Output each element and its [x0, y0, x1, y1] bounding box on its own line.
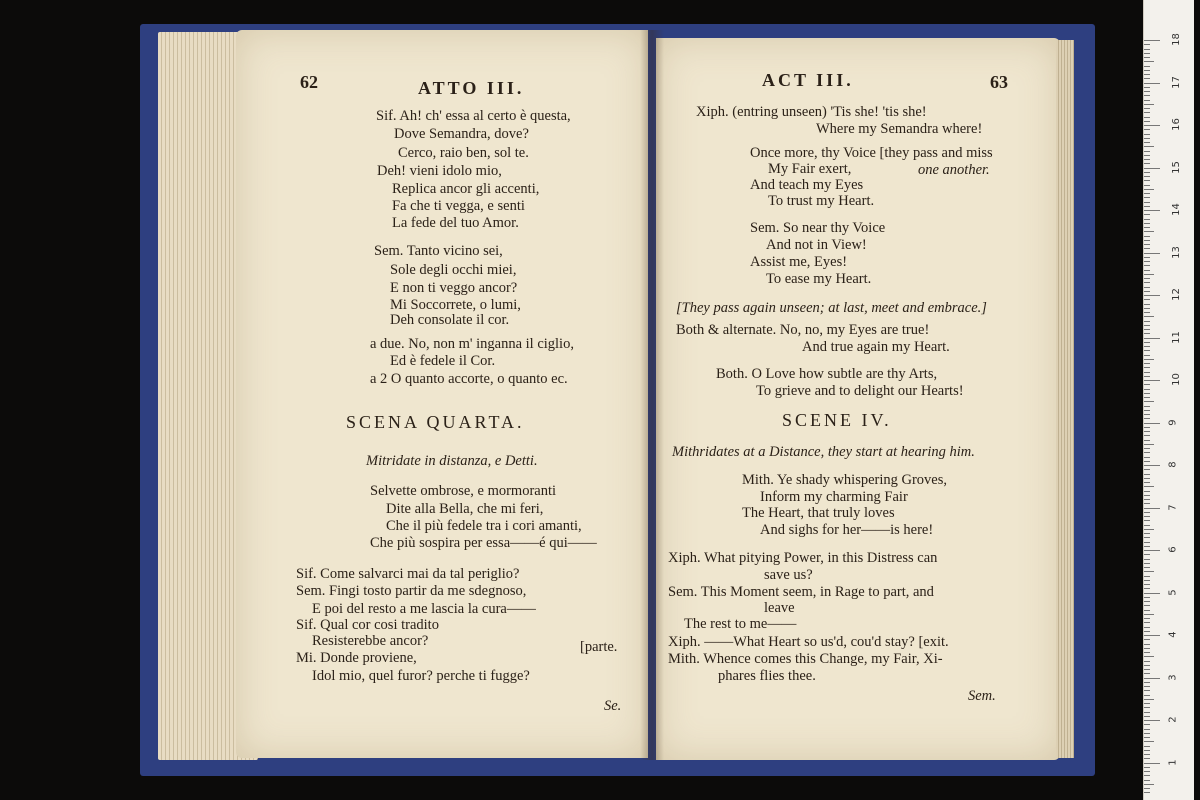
- text-line: Both. O Love how subtle are thy Arts,: [716, 366, 938, 382]
- stage-direction: [parte.: [580, 639, 618, 655]
- ruler-tick: [1144, 542, 1150, 543]
- ruler-tick: [1144, 117, 1150, 118]
- ruler-tick: [1144, 669, 1150, 670]
- ruler-tick: [1144, 265, 1150, 266]
- text-line: Sem. Fingi tosto partir da me sdegnoso,: [296, 583, 527, 599]
- text-line: Resisterebbe ancor?: [312, 633, 429, 649]
- ruler-tick: [1144, 635, 1160, 636]
- ruler-tick: [1144, 376, 1150, 377]
- ruler-tick: [1144, 771, 1150, 772]
- text-line: Sem. So near thy Voice: [750, 220, 886, 236]
- ruler-tick: [1144, 703, 1150, 704]
- ruler-label: 15: [1170, 160, 1182, 174]
- ruler-tick: [1144, 737, 1150, 738]
- text-line: leave: [764, 600, 795, 616]
- ruler-label: 8: [1167, 461, 1179, 468]
- ruler-tick: [1144, 189, 1154, 190]
- ruler-tick: [1144, 125, 1160, 126]
- text-line: Replica ancor gli accenti,: [392, 181, 540, 197]
- ruler-tick: [1144, 95, 1150, 96]
- text-line: Sem. This Moment seem, in Rage to part, and: [668, 584, 934, 600]
- stage-direction: [They pass again unseen; at last, meet and embrace.]: [676, 300, 987, 316]
- ruler-tick: [1144, 729, 1150, 730]
- text-line: Deh! vieni idolo mio,: [377, 163, 502, 179]
- text-line: Che più sospira per essa——é qui——: [370, 535, 597, 551]
- text-line: Idol mio, quel furor? perche ti fugge?: [312, 668, 530, 684]
- ruler-label: 12: [1170, 288, 1182, 301]
- catchword: Sem.: [968, 688, 996, 704]
- scene-heading: SCENE IV.: [782, 410, 892, 430]
- ruler-tick: [1144, 491, 1150, 492]
- ruler-tick: [1144, 282, 1150, 283]
- text-line: Mith. Ye shady whispering Groves,: [742, 472, 948, 488]
- ruler-tick: [1144, 656, 1154, 657]
- ruler-tick: [1144, 210, 1160, 211]
- text-line: Sif. Come salvarci mai da tal periglio?: [296, 566, 520, 582]
- ruler-tick: [1144, 499, 1150, 500]
- ruler-label: 18: [1170, 33, 1182, 46]
- text-line: The Heart, that truly loves: [742, 505, 895, 521]
- ruler-tick: [1144, 461, 1150, 462]
- ruler-tick: [1144, 418, 1150, 419]
- ruler-tick: [1144, 440, 1150, 441]
- text-line: To trust my Heart.: [768, 193, 875, 209]
- ruler-tick: [1144, 384, 1150, 385]
- text-line: Deh consolate il cor.: [390, 312, 510, 328]
- text-line: Sif. Ah! ch' essa al certo è questa,: [376, 108, 571, 124]
- ruler-tick: [1144, 338, 1160, 339]
- ruler-tick: [1144, 618, 1150, 619]
- ruler-tick: [1144, 665, 1150, 666]
- text-line: And teach my Eyes: [750, 177, 864, 193]
- ruler-tick: [1144, 690, 1150, 691]
- ruler-tick: [1144, 70, 1150, 71]
- ruler-label: 9: [1167, 418, 1179, 426]
- ruler-tick: [1144, 163, 1150, 164]
- right-page-header: ACT III.: [762, 70, 854, 90]
- text-line: Xiph. ——What Heart so us'd, cou'd stay? [exit.: [668, 634, 949, 650]
- catchword: Se.: [604, 698, 622, 714]
- ruler-tick: [1144, 750, 1150, 751]
- ruler-tick: [1144, 533, 1150, 534]
- ruler-tick: [1144, 83, 1160, 84]
- ruler-tick: [1144, 486, 1154, 487]
- ruler-tick: [1144, 457, 1150, 458]
- ruler-label: 13: [1170, 245, 1182, 259]
- ruler-tick: [1144, 788, 1150, 789]
- ruler-tick: [1144, 66, 1150, 67]
- ruler-tick: [1144, 367, 1150, 368]
- ruler-tick: [1144, 427, 1150, 428]
- text-line: My Fair exert,: [768, 161, 852, 177]
- ruler-tick: [1144, 529, 1154, 530]
- ruler-tick: [1144, 707, 1150, 708]
- ruler-tick: [1144, 159, 1150, 160]
- ruler-tick: [1144, 746, 1150, 747]
- text-line: a due. No, non m' inganna il ciglio,: [370, 336, 574, 352]
- ruler-tick: [1144, 325, 1150, 326]
- text-line: Mi. Donde proviene,: [296, 650, 417, 666]
- ruler-tick: [1144, 503, 1150, 504]
- ruler-tick: [1144, 321, 1150, 322]
- ruler-tick: [1144, 754, 1150, 755]
- ruler-tick: [1144, 682, 1150, 683]
- ruler-tick: [1144, 652, 1150, 653]
- ruler-tick: [1144, 176, 1150, 177]
- ruler-tick: [1144, 100, 1150, 101]
- text-line: Che il più fedele tra i cori amanti,: [386, 518, 582, 534]
- text-line: Once more, thy Voice [they pass and miss: [750, 145, 993, 161]
- right-page-number: 63: [990, 72, 1008, 92]
- ruler-tick: [1144, 661, 1150, 662]
- ruler-label: 6: [1167, 546, 1179, 553]
- ruler-tick: [1144, 465, 1160, 466]
- text-line: Fa che ti vegga, e senti: [392, 198, 525, 214]
- text-line: phares flies thee.: [718, 668, 816, 684]
- ruler-tick: [1144, 563, 1150, 564]
- ruler-tick: [1144, 316, 1154, 317]
- ruler-tick: [1144, 763, 1160, 764]
- ruler-tick: [1144, 584, 1150, 585]
- text-line: save us?: [764, 567, 813, 583]
- ruler-tick: [1144, 610, 1150, 611]
- text-line: And sighs for her——is here!: [760, 522, 934, 538]
- ruler-tick: [1144, 57, 1150, 58]
- ruler-tick: [1144, 244, 1150, 245]
- text-line: a 2 O quanto accorte, o quanto ec.: [370, 371, 568, 387]
- stage-direction: one another.: [918, 162, 990, 178]
- ruler-tick: [1144, 219, 1150, 220]
- text-line: Xiph. (entring unseen) 'Tis she! 'tis she!: [696, 104, 927, 120]
- ruler-tick: [1144, 299, 1150, 300]
- ruler-tick: [1144, 142, 1150, 143]
- scene-heading: SCENA QUARTA.: [346, 412, 525, 432]
- ruler-tick: [1144, 767, 1150, 768]
- ruler-tick: [1144, 627, 1150, 628]
- ruler-tick: [1144, 312, 1150, 313]
- text-line: Inform my charming Fair: [760, 489, 908, 505]
- ruler-tick: [1144, 49, 1150, 50]
- ruler-tick: [1144, 775, 1150, 776]
- ruler-tick: [1144, 355, 1150, 356]
- ruler-tick: [1144, 597, 1150, 598]
- ruler-tick: [1144, 580, 1150, 581]
- ruler-tick: [1144, 720, 1160, 721]
- text-line: Dite alla Bella, che mi feri,: [386, 501, 544, 517]
- ruler-tick: [1144, 631, 1150, 632]
- ruler-tick: [1144, 121, 1150, 122]
- ruler-tick: [1144, 741, 1154, 742]
- ruler-tick: [1144, 792, 1150, 793]
- ruler-tick: [1144, 53, 1150, 54]
- ruler-tick: [1144, 151, 1150, 152]
- ruler-tick: [1144, 172, 1150, 173]
- ruler-tick: [1144, 516, 1150, 517]
- ruler-tick: [1144, 444, 1154, 445]
- ruler-tick: [1144, 146, 1154, 147]
- ruler-label: 10: [1170, 373, 1182, 386]
- ruler-tick: [1144, 193, 1150, 194]
- ruler-tick: [1144, 261, 1150, 262]
- ruler-tick: [1144, 304, 1150, 305]
- ruler-label: 3: [1167, 673, 1179, 681]
- text-line: And not in View!: [766, 237, 867, 253]
- ruler-tick: [1144, 469, 1150, 470]
- ruler-tick: [1144, 257, 1150, 258]
- ruler-tick: [1144, 342, 1150, 343]
- ruler-tick: [1144, 197, 1150, 198]
- book-gutter: [640, 30, 664, 760]
- ruler-tick: [1144, 274, 1154, 275]
- ruler-tick: [1144, 648, 1150, 649]
- ruler-tick: [1144, 329, 1150, 330]
- ruler-tick: [1144, 482, 1150, 483]
- ruler-tick: [1144, 571, 1154, 572]
- ruler-tick: [1144, 333, 1150, 334]
- ruler-label: 2: [1167, 716, 1179, 723]
- ruler-tick: [1144, 784, 1154, 785]
- ruler-tick: [1144, 435, 1150, 436]
- ruler-tick: [1144, 431, 1150, 432]
- text-line: Ed è fedele il Cor.: [390, 353, 496, 369]
- ruler-tick: [1144, 129, 1150, 130]
- ruler-tick: [1144, 699, 1154, 700]
- ruler-tick: [1144, 605, 1150, 606]
- ruler-tick: [1144, 308, 1150, 309]
- ruler-tick: [1144, 346, 1150, 347]
- ruler-tick: [1144, 695, 1150, 696]
- ruler-tick: [1144, 733, 1150, 734]
- ruler-tick: [1144, 291, 1150, 292]
- text-line: To grieve and to delight our Hearts!: [756, 383, 964, 399]
- left-page-number: 62: [300, 72, 318, 92]
- text-line: Xiph. What pitying Power, in this Distress can: [668, 550, 938, 566]
- ruler-label: 14: [1170, 203, 1182, 216]
- ruler-tick: [1144, 155, 1150, 156]
- ruler-tick: [1144, 134, 1150, 135]
- text-line: Sole degli occhi miei,: [390, 262, 517, 278]
- ruler-tick: [1144, 758, 1150, 759]
- ruler-tick: [1144, 673, 1150, 674]
- ruler-tick: [1144, 231, 1154, 232]
- ruler-tick: [1144, 712, 1150, 713]
- ruler-tick: [1144, 780, 1150, 781]
- ruler-tick: [1144, 414, 1150, 415]
- ruler-tick: [1144, 495, 1150, 496]
- ruler-tick: [1144, 537, 1150, 538]
- ruler-tick: [1144, 525, 1150, 526]
- ruler-tick: [1144, 270, 1150, 271]
- ruler-tick: [1144, 550, 1160, 551]
- ruler-tick: [1144, 410, 1150, 411]
- stage-direction: Mithridates at a Distance, they start at hearing him.: [672, 444, 975, 460]
- text-line: Cerco, raio ben, sol te.: [398, 145, 529, 161]
- ruler-tick: [1144, 567, 1150, 568]
- text-line: Mi Soccorrete, o lumi,: [390, 297, 521, 313]
- ruler-tick: [1144, 74, 1150, 75]
- ruler-tick: [1144, 363, 1150, 364]
- ruler-tick: [1144, 78, 1150, 79]
- ruler-tick: [1144, 601, 1150, 602]
- text-line: The rest to me——: [684, 616, 797, 632]
- left-page-header: ATTO III.: [418, 78, 525, 98]
- ruler-tick: [1144, 180, 1150, 181]
- ruler-tick: [1144, 202, 1150, 203]
- ruler-tick: [1144, 40, 1160, 41]
- ruler-tick: [1144, 508, 1160, 509]
- ruler-tick: [1144, 108, 1150, 109]
- ruler-label: 1: [1167, 758, 1179, 766]
- ruler-tick: [1144, 397, 1150, 398]
- ruler-tick: [1144, 380, 1160, 381]
- stage-direction: Mitridate in distanza, e Detti.: [366, 453, 538, 469]
- text-line: Assist me, Eyes!: [750, 254, 848, 270]
- ruler-tick: [1144, 248, 1150, 249]
- ruler-tick: [1144, 227, 1150, 228]
- ruler-tick: [1144, 214, 1150, 215]
- ruler-label: 17: [1170, 75, 1182, 89]
- text-line: E non ti veggo ancor?: [390, 280, 518, 296]
- ruler-tick: [1144, 423, 1160, 424]
- text-line: Dove Semandra, dove?: [394, 126, 529, 142]
- ruler-tick: [1144, 644, 1150, 645]
- ruler-tick: [1144, 448, 1150, 449]
- ruler-tick: [1144, 185, 1150, 186]
- ruler-tick: [1144, 223, 1150, 224]
- ruler-tick: [1144, 278, 1150, 279]
- ruler-tick: [1144, 546, 1150, 547]
- ruler-tick: [1144, 104, 1154, 105]
- text-line: Sif. Qual cor cosi tradito: [296, 617, 439, 633]
- ruler-tick: [1144, 678, 1160, 679]
- ruler-tick: [1144, 206, 1150, 207]
- ruler-tick: [1144, 240, 1150, 241]
- ruler-tick: [1144, 622, 1150, 623]
- ruler-label: 16: [1170, 118, 1182, 131]
- ruler-tick: [1144, 520, 1150, 521]
- ruler-tick: [1144, 44, 1150, 45]
- text-line: Mith. Whence comes this Change, my Fair, Xi-: [668, 651, 943, 667]
- ruler-tick: [1144, 287, 1150, 288]
- ruler-tick: [1144, 253, 1160, 254]
- ruler-tick: [1144, 478, 1150, 479]
- ruler-tick: [1144, 401, 1154, 402]
- ruler-tick: [1144, 593, 1160, 594]
- ruler-tick: [1144, 406, 1150, 407]
- ruler-tick: [1144, 554, 1150, 555]
- ruler-tick: [1144, 559, 1150, 560]
- ruler-tick: [1144, 295, 1160, 296]
- text-line: Both & alternate. No, no, my Eyes are true!: [676, 322, 930, 338]
- ruler-tick: [1144, 614, 1154, 615]
- ruler-tick: [1144, 236, 1150, 237]
- ruler-label: 4: [1167, 631, 1179, 638]
- ruler-tick: [1144, 639, 1150, 640]
- text-line: To ease my Heart.: [766, 271, 872, 287]
- ruler-tick: [1144, 112, 1150, 113]
- ruler-tick: [1144, 512, 1150, 513]
- text-line: And true again my Heart.: [802, 339, 950, 355]
- ruler-tick: [1144, 138, 1150, 139]
- ruler-tick: [1144, 588, 1150, 589]
- text-line: Selvette ombrose, e mormoranti: [370, 483, 557, 499]
- ruler-tick: [1144, 576, 1150, 577]
- ruler-tick: [1144, 393, 1150, 394]
- ruler-tick: [1144, 389, 1150, 390]
- ruler-tick: [1144, 87, 1150, 88]
- text-line: La fede del tuo Amor.: [392, 215, 519, 231]
- text-line: Where my Semandra where!: [816, 121, 983, 137]
- ruler-label: 5: [1167, 588, 1179, 596]
- ruler-label: 11: [1170, 330, 1182, 344]
- ruler-tick: [1144, 686, 1150, 687]
- text-line: E poi del resto a me lascia la cura——: [312, 601, 536, 617]
- ruler-tick: [1144, 452, 1150, 453]
- measuring-ruler: [1143, 0, 1194, 800]
- ruler-tick: [1144, 359, 1154, 360]
- ruler-tick: [1144, 372, 1150, 373]
- ruler-tick: [1144, 474, 1150, 475]
- ruler-tick: [1144, 168, 1160, 169]
- ruler-tick: [1144, 350, 1150, 351]
- text-line: Sem. Tanto vicino sei,: [374, 243, 503, 259]
- ruler-label: 7: [1167, 503, 1179, 511]
- ruler-tick: [1144, 716, 1150, 717]
- ruler-tick: [1144, 724, 1150, 725]
- ruler-tick: [1144, 61, 1154, 62]
- ruler-tick: [1144, 91, 1150, 92]
- page-edges-right: [1056, 40, 1074, 758]
